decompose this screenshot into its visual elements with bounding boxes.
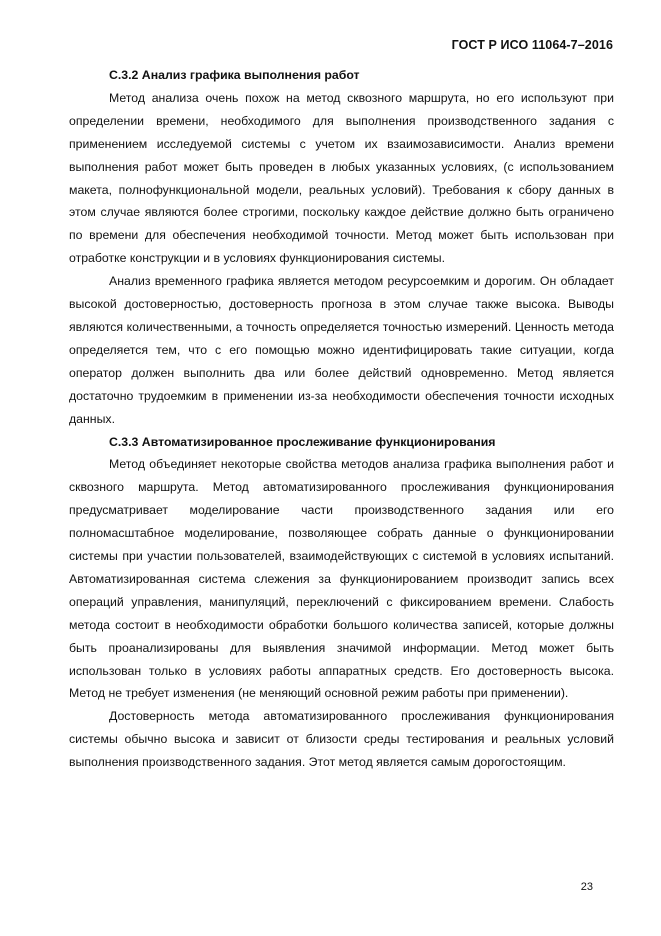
paragraph: Метод анализа очень похож на метод сквозного маршрута, но его используют при определении времени, необходимого для выполнения производственного задания с применением исследуемой системы с учетом их взаимозависимости. Анализ времени выполнения работ может быть проведен в любых указанных условиях, (с использованием макета, полнофункциональной модели, реальных условий). Требования к сбору данных в этом случае являются более строгими, поскольку каждое действие должно быть ограничено по времени для обеспечения необходимой точности. Метод может быть использован при отработке конструкции и в условиях функционирования системы. — [69, 90, 614, 266]
paragraph: Анализ временного графика является методом ресурсоемким и дорогим. Он обладает высокой достоверностью, достоверность прогноза в этом случае также высока. Выводы являются количественными, а точность определяется точностью измерений. Ценность метода определяется тем, что с его помощью можно идентифицировать такие ситуации, когда оператор должен выполнить два или более действий одновременно. Метод является достаточно трудоемким в применении из-за необходимости обеспечения точности исходных данных. — [69, 274, 614, 426]
document-standard-header: ГОСТ Р ИСО 11064-7–2016 — [451, 38, 613, 52]
section-heading-c-3-3: C.3.3 Автоматизированное прослеживание функционирования — [109, 434, 496, 449]
paragraph: Достоверность метода автоматизированного прослеживания функционирования системы обычно высока и зависит от близости среды тестирования и реальных условий выполнения производственного задания. Этот метод является самым дорогостоящим. — [69, 709, 614, 770]
page-number: 23 — [580, 881, 593, 893]
paragraph: Метод объединяет некоторые свойства методов анализа графика выполнения работ и сквозного маршрута. Метод автоматизированного прослеживания функционирования предусматривает моделирование части производственного задания или его полномасштабное моделирование, позволяющее собрать данные о функционировании системы при участии пользователей, взаимодействующих с системой в условиях испытаний. Автоматизированная система слежения за функционированием производит запись всех операций управления, манипуляций, переключений с фиксированием времени. Слабость метода состоит в необходимости обработки большого количества записей, которые должны быть проанализированы для выявления значимой информации. Метод может быть использован только в условиях работы аппаратных средств. Его достоверность высока. Метод не требует изменения (не меняющий основной режим работы при применении). — [69, 457, 614, 701]
section-heading-c-3-2: C.3.2 Анализ графика выполнения работ — [109, 68, 360, 82]
document-body — [69, 64, 614, 774]
